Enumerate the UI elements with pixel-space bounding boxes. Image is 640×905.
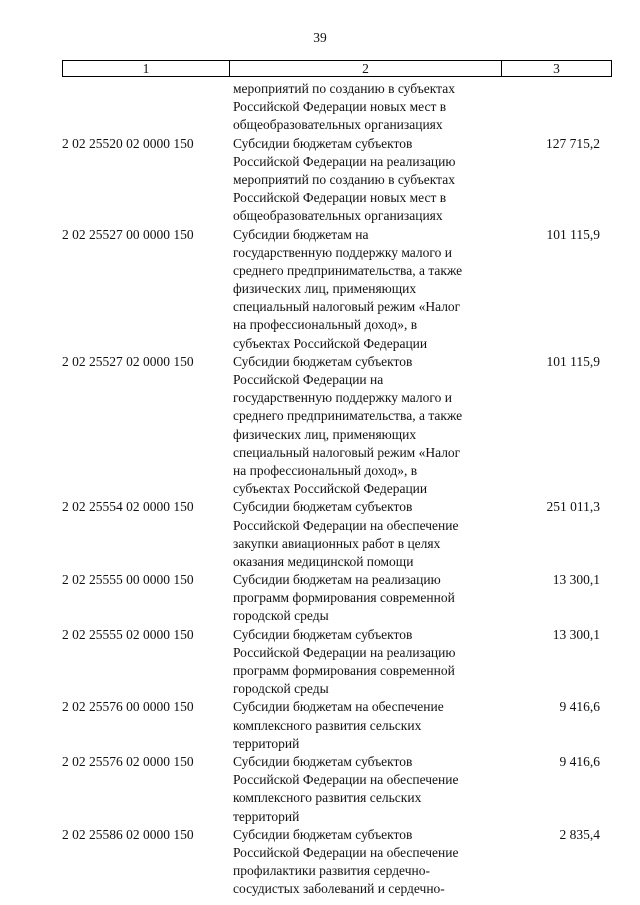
description — [233, 626, 505, 699]
description-line: Российской Федерации новых мест в — [233, 99, 447, 115]
description-line: среднего предпринимательства, а также — [233, 408, 463, 424]
description-line: профилактики развития сердечно- — [233, 863, 430, 879]
table-row — [0, 226, 640, 353]
budget-code: 2 02 25555 00 0000 150 — [62, 572, 194, 588]
description-line: комплексного развития сельских — [233, 790, 422, 806]
amount: 251 011,3 — [546, 499, 600, 515]
description-line: Российской Федерации на обеспечение — [233, 772, 459, 788]
description-line: территорий — [233, 808, 300, 824]
description-line: государственную поддержку малого и — [233, 390, 452, 406]
description — [233, 826, 505, 899]
table-row — [0, 626, 640, 699]
header-col-1: 1 — [63, 61, 230, 76]
description-line: программ формирования современной — [233, 590, 455, 606]
description-line: общеобразовательных организациях — [233, 117, 443, 133]
table-row — [0, 571, 640, 626]
description-line: Российской Федерации на обеспечение — [233, 844, 459, 860]
description-line: территорий — [233, 735, 300, 751]
table-row — [0, 698, 640, 753]
description — [233, 498, 505, 571]
amount: 101 115,9 — [546, 226, 600, 242]
description-line: Российской Федерации на реализацию — [233, 644, 456, 660]
amount: 13 300,1 — [552, 572, 600, 588]
budget-code: 2 02 25555 02 0000 150 — [62, 626, 194, 642]
description — [233, 753, 505, 826]
description-line: Субсидии бюджетам субъектов — [233, 499, 413, 515]
description-line: среднего предпринимательства, а также — [233, 262, 463, 278]
budget-code: 2 02 25527 02 0000 150 — [62, 353, 194, 369]
budget-code: 2 02 25586 02 0000 150 — [62, 826, 194, 842]
description-line: на профессиональный доход», в — [233, 462, 418, 478]
amount: 9 416,6 — [559, 699, 600, 715]
description-line: сосудистых заболеваний и сердечно- — [233, 881, 445, 897]
table-body — [0, 80, 640, 898]
description-line: Субсидии бюджетам субъектов — [233, 626, 413, 642]
budget-code — [0, 80, 233, 135]
header-col-2: 2 — [230, 61, 502, 76]
amount: 13 300,1 — [552, 626, 600, 642]
budget-code: 2 02 25527 00 0000 150 — [62, 226, 194, 242]
table-row — [0, 353, 640, 499]
description — [233, 571, 505, 626]
description-line: комплексного развития сельских — [233, 717, 422, 733]
description-line: программ формирования современной — [233, 663, 455, 678]
description — [233, 698, 505, 753]
description-line: государственную поддержку малого и — [233, 244, 452, 260]
description-line: субъектах Российской Федерации — [233, 481, 428, 497]
description-line: субъектах Российской Федерации — [233, 335, 428, 351]
budget-code: 2 02 25520 02 0000 150 — [62, 135, 194, 151]
budget-code: 2 02 25554 02 0000 150 — [62, 499, 194, 515]
description-line: специальный налоговый режим «Налог — [233, 444, 461, 460]
description-line: на профессиональный доход», в — [233, 317, 418, 333]
description — [233, 226, 505, 353]
description-line: Субсидии бюджетам субъектов — [233, 135, 413, 151]
description — [233, 353, 505, 499]
description — [233, 80, 505, 135]
description-line: городской среды — [233, 681, 329, 697]
page-number: 39 — [313, 30, 327, 45]
amount: 101 115,9 — [546, 353, 600, 369]
description-line: Субсидии бюджетам субъектов — [233, 826, 413, 842]
header-col-3: 3 — [553, 61, 560, 76]
amount: 2 835,4 — [559, 826, 600, 842]
budget-code: 2 02 25576 00 0000 150 — [62, 699, 194, 715]
table-row — [0, 80, 640, 135]
description-line: мероприятий по созданию в субъектах — [233, 171, 455, 187]
description-line: Российской Федерации на — [233, 372, 384, 387]
table-row — [0, 498, 640, 571]
description-line: Российской Федерации новых мест в — [233, 190, 447, 206]
table-row — [0, 753, 640, 826]
description-line: мероприятий по созданию в субъектах — [233, 81, 455, 96]
description-line: Субсидии бюджетам на обеспечение — [233, 699, 444, 715]
table-row — [0, 135, 640, 226]
description-line: городской среды — [233, 608, 329, 624]
description-line: Российской Федерации на реализацию — [233, 153, 456, 169]
description-line: Субсидии бюджетам на реализацию — [233, 572, 441, 588]
description-line: физических лиц, применяющих — [233, 426, 417, 442]
amount: 9 416,6 — [559, 753, 600, 769]
description-line: специальный налоговый режим «Налог — [233, 299, 461, 315]
description-line: оказания медицинской помощи — [233, 553, 414, 569]
description — [233, 135, 505, 226]
table-row — [0, 826, 640, 899]
description-line: Субсидии бюджетам субъектов — [233, 753, 413, 769]
amount — [505, 80, 600, 135]
description-line: Субсидии бюджетам на — [233, 226, 369, 242]
description-line: закупки авиационных работ в целях — [233, 535, 441, 551]
description-line: Субсидии бюджетам субъектов — [233, 353, 413, 369]
description-line: Российской Федерации на обеспечение — [233, 517, 459, 533]
description-line: физических лиц, применяющих — [233, 281, 417, 297]
description-line: общеобразовательных организациях — [233, 208, 443, 224]
amount: 127 715,2 — [546, 135, 600, 151]
budget-code: 2 02 25576 02 0000 150 — [62, 753, 194, 769]
table-header — [62, 60, 612, 77]
